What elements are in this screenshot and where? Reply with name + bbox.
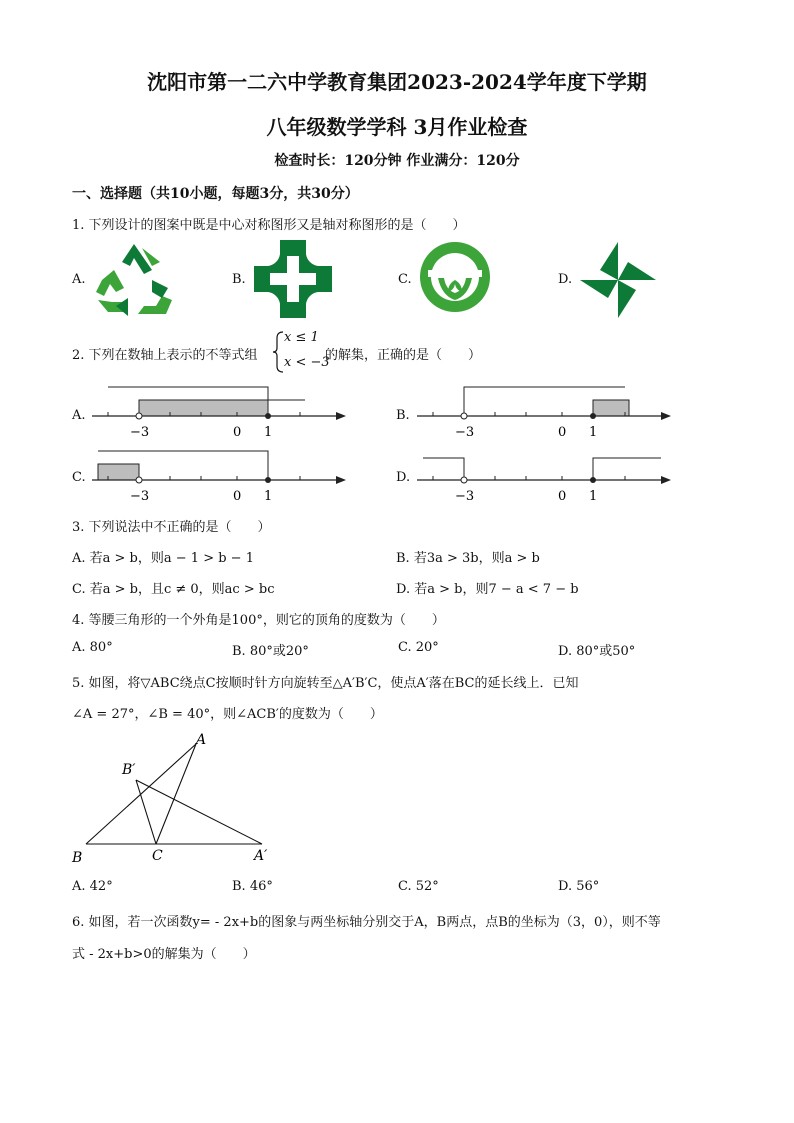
q3-option-c: C. 若a > b，且c ≠ 0，则ac > bc <box>72 582 275 597</box>
axis-label-one: 1 <box>589 489 598 504</box>
axis-label-one: 1 <box>264 425 273 440</box>
system-line-1: x ≤ 1 <box>284 330 319 345</box>
q2-option-a-label: A. <box>72 408 86 423</box>
vertex-label-a-prime: A′ <box>254 848 268 864</box>
question-2-stem-start: 2. 下列在数轴上表示的不等式组 <box>72 348 258 363</box>
q2-option-d-label: D. <box>396 470 411 485</box>
q4-option-b: B. 80°或20° <box>232 644 309 659</box>
q5-option-a: A. 42° <box>72 879 113 894</box>
medical-cross-icon <box>252 238 334 320</box>
page-subtitle: 八年级数学学科 3月作业检查 <box>266 115 528 139</box>
q3-option-b: B. 若3a > 3b，则a > b <box>396 551 540 566</box>
exam-info: 检查时长：120分钟 作业满分：120分 <box>274 153 520 169</box>
green-food-logo-icon <box>418 240 492 314</box>
section-heading: 一、选择题（共10小题，每题3分，共30分） <box>72 186 359 202</box>
axis-label-zero: 0 <box>233 489 242 504</box>
triangle-figure <box>66 728 286 868</box>
axis-label-zero: 0 <box>558 489 567 504</box>
question-2-stem-end: 的解集，正确的是（ ） <box>325 348 482 363</box>
system-brace <box>271 330 285 374</box>
q2-option-c-label: C. <box>72 470 86 485</box>
recycle-icon <box>94 240 174 318</box>
page-title: 沈阳市第一二六中学教育集团2023-2024学年度下学期 <box>147 70 647 94</box>
q5-option-c: C. 52° <box>398 879 439 894</box>
q4-option-c: C. 20° <box>398 640 439 655</box>
q2-option-b-label: B. <box>396 408 410 423</box>
q5-option-b: B. 46° <box>232 879 273 894</box>
q1-option-b-label: B. <box>232 272 246 287</box>
question-4-stem: 4. 等腰三角形的一个外角是100°，则它的顶角的度数为（ ） <box>72 613 445 628</box>
axis-label-zero: 0 <box>233 425 242 440</box>
q4-option-a: A. 80° <box>72 640 113 655</box>
question-3-stem: 3. 下列说法中不正确的是（ ） <box>72 520 271 535</box>
vertex-label-c: C <box>152 848 163 864</box>
number-line-c <box>90 444 350 506</box>
system-line-2: x < −3 <box>284 355 330 370</box>
vertex-label-b: B <box>72 850 83 866</box>
q1-option-a-label: A. <box>72 272 86 287</box>
question-1-stem: 1. 下列设计的图案中既是中心对称图形又是轴对称图形的是（ ） <box>72 218 466 233</box>
number-line-a <box>90 380 350 442</box>
question-5-line-1: 5. 如图，将▽ABC绕点C按顺时针方向旋转至△A′B′C，使点A′落在BC的延长线上．已知 <box>72 676 579 691</box>
axis-label-neg3: −3 <box>130 489 150 504</box>
segment-ba <box>86 744 196 844</box>
q3-option-a: A. 若a > b，则a − 1 > b − 1 <box>72 551 254 566</box>
number-line-d <box>415 444 675 506</box>
question-5-line-2: ∠A = 27°，∠B = 40°，则∠ACB′的度数为（ ） <box>72 707 383 722</box>
axis-label-one: 1 <box>589 425 598 440</box>
question-6-line-1: 6. 如图，若一次函数y= - 2x+b的图象与两坐标轴分别交于A，B两点，点B的坐标为（3，0），则不等 <box>72 915 661 930</box>
number-line-b <box>415 380 675 442</box>
q3-option-d: D. 若a > b，则7 − a < 7 − b <box>396 582 579 597</box>
axis-label-neg3: −3 <box>130 425 150 440</box>
q4-option-d: D. 80°或50° <box>558 644 636 659</box>
q1-option-d-label: D. <box>558 272 573 287</box>
axis-label-neg3: −3 <box>455 425 475 440</box>
q1-option-c-label: C. <box>398 272 412 287</box>
vertex-label-a: A <box>196 732 207 748</box>
axis-label-neg3: −3 <box>455 489 475 504</box>
axis-label-one: 1 <box>264 489 273 504</box>
segment-a2b2 <box>136 780 262 844</box>
pinwheel-icon <box>578 240 658 320</box>
vertex-label-b-prime: B′ <box>122 762 136 778</box>
q5-option-d: D. 56° <box>558 879 600 894</box>
segment-ac <box>156 744 196 844</box>
question-6-line-2: 式 - 2x+b>0的解集为（ ） <box>72 947 256 962</box>
axis-label-zero: 0 <box>558 425 567 440</box>
